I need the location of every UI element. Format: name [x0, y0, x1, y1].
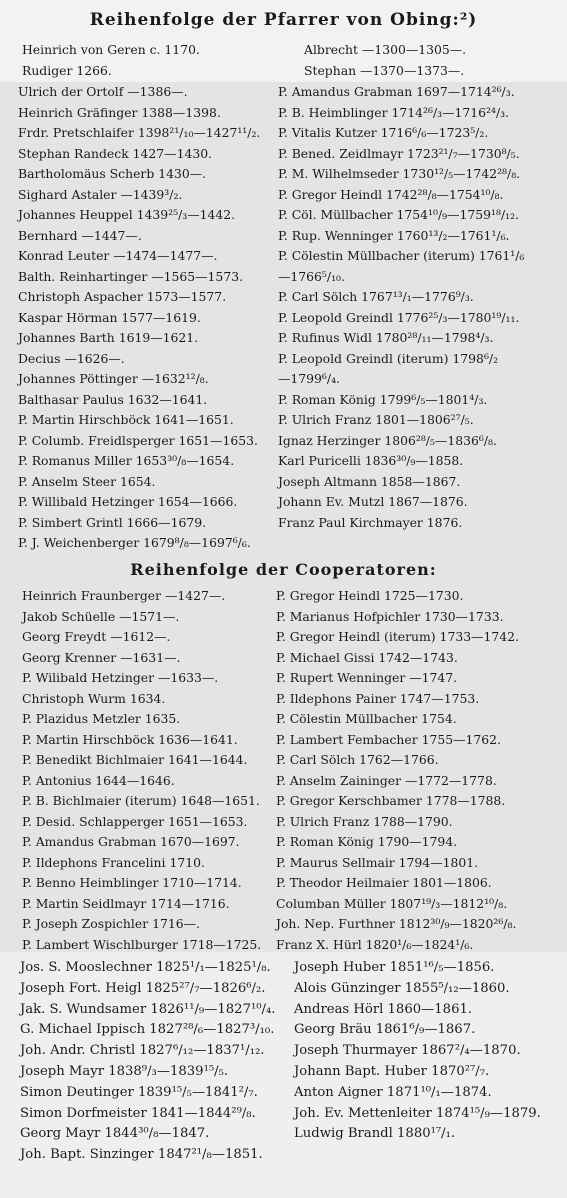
list-entry: Johannes Barth 1619—1621. — [18, 330, 199, 345]
list-entry: P. Rup. Wenninger 1760¹³/₂—1761¹/₆. — [278, 227, 510, 243]
list-entry: P. Theodor Heilmaier 1801—1806. — [276, 875, 492, 890]
list-entry: Heinrich Fraunberger —1427—. — [22, 588, 226, 603]
page-title: Reihenfolge der Pfarrer von Obing:²) — [89, 10, 478, 30]
list-entry: Sighard Astaler —1439³/₂. — [18, 186, 183, 202]
list-entry: P. Desid. Schlapperger 1651—1653. — [22, 813, 248, 829]
list-entry: P. Marianus Hofpichler 1730—1733. — [276, 608, 504, 624]
list-entry: Johannes Heuppel 1439²⁵/₃—1442. — [18, 207, 236, 222]
list-entry: Joseph Fort. Heigl 1825²⁷/₇—1826⁶/₂. — [20, 980, 266, 996]
list-entry: Decius —1626—. — [18, 350, 125, 366]
pfarrer-left-column — [18, 82, 260, 554]
list-entry: Joseph Huber 1851¹⁶/₅—1856. — [294, 960, 495, 975]
list-entry: Konrad Leuter —1474—1477—. — [18, 248, 218, 263]
list-entry: Kaspar Hörman 1577—1619. — [18, 309, 201, 325]
list-entry: Johann Ev. Mutzl 1867—1876. — [278, 494, 468, 509]
list-entry: Jak. S. Wundsamer 1826¹¹/₉—1827¹⁰/₄. — [20, 1001, 276, 1017]
list-entry: P. Rufinus Widl 1780²⁸/₁₁—1798⁴/₃. — [278, 330, 494, 345]
list-entry: P. Leopold Greindl 1776²⁵/₃—1780¹⁹/₁₁. — [278, 309, 520, 325]
list-entry: P. Lambert Wischlburger 1718—1725. — [22, 936, 262, 952]
pfarrer-top-right-column — [304, 40, 466, 81]
list-entry: Jos. S. Mooslechner 1825¹/₁—1825¹/₈. — [20, 960, 271, 975]
list-entry: G. Michael Ippisch 1827²⁸/₆—1827³/₁₀. — [20, 1022, 275, 1038]
list-entry: Joseph Altmann 1858—1867. — [278, 473, 461, 489]
list-entry: P. B. Heimblinger 1714²⁶/₃—1716²⁴/₃. — [278, 104, 510, 120]
list-entry: Albrecht —1300—1305—. — [304, 42, 467, 57]
list-entry: Simon Deutinger 1839¹⁵/₅—1841²/₇. — [20, 1084, 258, 1100]
list-entry: Joseph Thurmayer 1867²/₄—1870. — [294, 1043, 521, 1059]
pfarrer-right-column — [278, 82, 524, 533]
list-entry: Stephan —1370—1373—. — [304, 62, 465, 78]
list-entry: P. Rupert Wenninger —1747. — [276, 670, 458, 685]
list-entry: Ludwig Brandl 1880¹⁷/₁. — [294, 1126, 456, 1142]
list-entry: P. Joseph Zospichler 1716—. — [22, 916, 200, 931]
list-entry: Balth. Reinhartinger —1565—1573. — [18, 268, 244, 284]
list-entry: P. B. Bichlmaier (iterum) 1648—1651. — [22, 793, 260, 808]
list-entry: P. Carl Sölch 1767¹³/₁—1776⁹/₃. — [278, 289, 474, 304]
list-entry: P. Amandus Grabman 1670—1697. — [22, 834, 240, 849]
cooperatoren-left-column — [22, 586, 261, 955]
list-entry: Georg Krenner —1631—. — [22, 649, 181, 665]
list-entry: P. Vitalis Kutzer 1716⁶/₆—1723⁵/₂. — [278, 125, 489, 140]
list-entry: Alois Günzinger 1855⁵/₁₂—1860. — [294, 980, 510, 996]
list-entry: Heinrich Gräfinger 1388—1398. — [18, 104, 221, 120]
list-entry: Christoph Wurm 1634. — [22, 690, 166, 706]
list-entry: Jakob Schüelle —1571—. — [22, 608, 180, 624]
list-entry: P. Martin Hirschböck 1641—1651. — [18, 412, 234, 427]
list-entry: Andreas Hörl 1860—1861. — [294, 1001, 473, 1017]
list-entry: P. Ulrich Franz 1788—1790. — [276, 813, 453, 829]
list-entry: Joh. Andr. Christl 1827⁶/₁₂—1837¹/₁₂. — [20, 1043, 265, 1059]
list-entry: Joseph Mayr 1838⁹/₃—1839¹⁵/₅. — [20, 1063, 229, 1079]
list-entry: Georg Mayr 1844³⁰/₈—1847. — [20, 1126, 210, 1142]
list-entry: P. Cölestin Müllbacher 1754. — [276, 711, 457, 726]
list-entry: P. Columb. Freidlsperger 1651—1653. — [18, 432, 258, 448]
list-entry: Ignaz Herzinger 1806²⁸/₅—1836⁶/₈. — [278, 432, 497, 448]
list-entry: Franz Paul Kirchmayer 1876. — [278, 514, 463, 530]
list-entry: —1799⁶/₄. — [278, 371, 340, 386]
list-entry: P. Ildephons Francelini 1710. — [22, 854, 205, 870]
list-entry: P. Gregor Heindl (iterum) 1733—1742. — [276, 629, 519, 644]
list-entry: Georg Freydt —1612—. — [22, 629, 171, 644]
list-entry: P. Benedikt Bichlmaier 1641—1644. — [22, 752, 248, 767]
list-entry: Georg Bräu 1861⁶/₉—1867. — [294, 1022, 476, 1038]
list-entry: P. Antonius 1644—1646. — [22, 772, 175, 788]
list-entry: Joh. Ev. Mettenleiter 1874¹⁵/₉—1879. — [294, 1105, 541, 1121]
list-entry: P. Cölestin Müllbacher (iterum) 1761¹/₆ — [278, 248, 525, 263]
list-entry: P. Roman König 1790—1794. — [276, 834, 458, 849]
list-entry: P. Leopold Greindl (iterum) 1798⁶/₂ — [278, 350, 499, 366]
list-entry: P. Gregor Kerschbamer 1778—1788. — [276, 793, 506, 808]
list-entry: P. Anselm Steer 1654. — [18, 473, 156, 489]
cooperatoren-later-left-column — [20, 958, 275, 1166]
list-entry: P. Martin Hirschböck 1636—1641. — [22, 731, 238, 747]
list-entry: P. Ildephons Painer 1747—1753. — [276, 690, 480, 706]
list-entry: Joh. Nep. Furthner 1812³⁰/₉—1820²⁶/₈. — [276, 916, 517, 931]
list-entry: Anton Aigner 1871¹⁰/₁—1874. — [294, 1084, 492, 1100]
list-entry: P. Amandus Grabman 1697—1714²⁶/₃. — [278, 84, 515, 99]
list-entry: Bernhard —1447—. — [18, 227, 142, 243]
list-entry: P. Plazidus Metzler 1635. — [22, 711, 181, 726]
list-entry: P. Anselm Zaininger —1772—1778. — [276, 772, 497, 788]
list-entry: Heinrich von Geren c. 1170. — [22, 42, 200, 57]
list-entry: P. Wilibald Hetzinger —1633—. — [22, 670, 219, 685]
list-entry: P. Roman König 1799⁶/₅—1801⁴/₃. — [278, 391, 488, 407]
list-entry: P. M. Wilhelmseder 1730¹²/₅—1742²⁸/₈. — [278, 166, 521, 181]
list-entry: Karl Puricelli 1836³⁰/₉—1858. — [278, 453, 464, 468]
cooperatoren-heading: Reihenfolge der Cooperatoren: — [130, 560, 437, 579]
cooperatoren-right-column — [276, 586, 519, 955]
list-entry: —1766⁵/₁₀. — [278, 268, 345, 284]
list-entry: Ulrich der Ortolf —1386—. — [18, 84, 188, 99]
list-entry: P. Carl Sölch 1762—1766. — [276, 752, 439, 767]
list-entry: Johannes Pöttinger —1632¹²/₈. — [18, 371, 209, 386]
list-entry: Johann Bapt. Huber 1870²⁷/₇. — [294, 1063, 490, 1079]
list-entry: Christoph Aspacher 1573—1577. — [18, 289, 227, 304]
list-entry: Balthasar Paulus 1632—1641. — [18, 391, 208, 407]
list-entry: P. Lambert Fembacher 1755—1762. — [276, 731, 502, 747]
list-entry: Franz X. Hürl 1820¹/₆—1824¹/₆. — [276, 936, 474, 952]
list-entry: Stephan Randeck 1427—1430. — [18, 145, 213, 161]
list-entry: P. J. Weichenberger 1679⁸/₈—1697⁶/₆. — [18, 535, 251, 550]
list-entry: P. Romanus Miller 1653³⁰/₈—1654. — [18, 453, 235, 468]
list-entry: Bartholomäus Scherb 1430—. — [18, 166, 207, 181]
list-entry: Rudiger 1266. — [22, 62, 112, 78]
list-entry: Simon Dorfmeister 1841—1844²⁹/₈. — [20, 1105, 256, 1121]
pfarrer-top-left-column — [22, 40, 200, 81]
list-entry: P. Benno Heimblinger 1710—1714. — [22, 875, 242, 890]
list-entry: Frdr. Pretschlaifer 1398²¹/₁₀—1427¹¹/₂. — [18, 125, 261, 140]
list-entry: P. Cöl. Müllbacher 1754¹⁰/₉—1759¹⁸/₁₂. — [278, 207, 520, 222]
list-entry: P. Martin Seidlmayr 1714—1716. — [22, 895, 230, 911]
list-entry: P. Gregor Heindl 1742²⁸/₈—1754¹⁰/₈. — [278, 186, 504, 202]
cooperatoren-later-right-column — [294, 958, 541, 1145]
list-entry: P. Maurus Sellmair 1794—1801. — [276, 854, 479, 870]
list-entry: Joh. Bapt. Sinzinger 1847²¹/₈—1851. — [20, 1147, 263, 1163]
list-entry: Columban Müller 1807¹⁹/₃—1812¹⁰/₈. — [276, 895, 508, 911]
list-entry: P. Willibald Hetzinger 1654—1666. — [18, 494, 238, 509]
list-entry: P. Simbert Grintl 1666—1679. — [18, 514, 207, 530]
list-entry: P. Bened. Zeidlmayr 1723²¹/₇—1730⁸/₅. — [278, 145, 520, 161]
list-entry: P. Ulrich Franz 1801—1806²⁷/₅. — [278, 412, 474, 427]
list-entry: P. Michael Gissi 1742—1743. — [276, 649, 458, 665]
list-entry: P. Gregor Heindl 1725—1730. — [276, 588, 464, 603]
